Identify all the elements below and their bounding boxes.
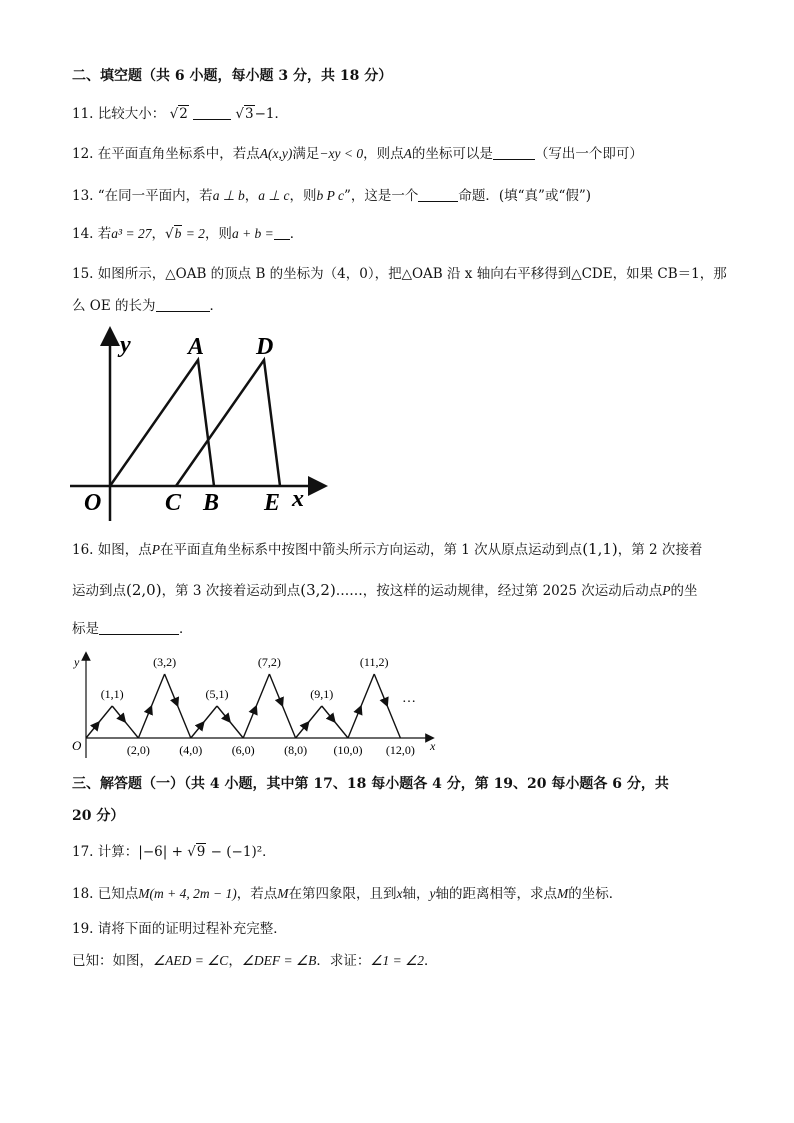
q19-number: 19. [72, 921, 94, 937]
q13-relation-2: a ⊥ c [258, 188, 290, 203]
q19-condition-1: ∠AED = ∠C [153, 953, 229, 968]
q16-move-arrow-12 [374, 674, 387, 706]
q13-relation-1: a ⊥ b [212, 188, 245, 203]
q16-y-label: y [74, 655, 80, 669]
q16-text-c: ，第 2 次接着 [617, 542, 703, 558]
q15-label-a: A [188, 334, 205, 360]
question-14 [72, 224, 303, 244]
q16-text-a: 16. 如图，点 [72, 542, 152, 558]
q16-move-segment-4 [178, 706, 191, 738]
q17-expression-a: |−6| + [138, 844, 188, 860]
q16-move-segment-3 [152, 674, 165, 706]
q16-move-arrow-3 [138, 706, 151, 738]
q12-text-d: 的坐标可以是 [411, 146, 493, 162]
q15-triangle-oab [110, 360, 214, 486]
q14-sqrt: √b [164, 226, 182, 242]
q16-line-1 [72, 539, 702, 560]
q13-number: 13. [72, 188, 94, 204]
q16-point-label-4: (4,0) [179, 743, 203, 757]
q12-answer-blank[interactable] [493, 145, 535, 160]
q16-point-label-7: (7,2) [257, 655, 281, 669]
q13-text-b: ， [244, 188, 259, 204]
q14-text-b: ， [151, 226, 165, 242]
q16-move-segment-9 [309, 706, 322, 722]
q16-move-segment-10 [335, 722, 348, 738]
q11-number: 11. [72, 106, 94, 122]
q16-point-1: (1,1) [582, 540, 618, 558]
q16-point-label-11: (11,2) [359, 655, 389, 669]
q15-label-d: D [256, 334, 274, 360]
q11-text: 比较大小： [97, 106, 166, 122]
question-18 [72, 884, 622, 904]
q18-axis-y: y [429, 886, 436, 901]
q18-point-name: M [277, 886, 289, 901]
q17-text: 计算： [97, 844, 139, 860]
q16-move-arrow-5 [191, 722, 204, 738]
q16-line-3 [72, 619, 193, 639]
q18-text-b: ，若点 [236, 886, 278, 902]
q16-move-arrow-9 [296, 722, 309, 738]
q16-x-label: x [430, 739, 436, 753]
q16-origin-label: O [72, 738, 82, 753]
q11-left-sqrt: √2 [169, 106, 188, 122]
q16-point-3: (3,2) [300, 581, 336, 599]
q16-text-e: ，第 3 次接着运动到点 [161, 583, 301, 599]
q19-text: 请将下面的证明过程补充完整． [97, 921, 287, 937]
q16-point-label-10: (10,0) [333, 743, 363, 757]
q14-equation-2: = 2 [182, 226, 205, 241]
q16-move-arrow-6 [217, 706, 230, 722]
q16-move-segment-6 [230, 722, 243, 738]
q16-text-d: 运动到点 [72, 583, 126, 599]
question-13 [72, 186, 591, 206]
q14-text-c: ，则 [204, 226, 232, 242]
q12-text-c: ，则点 [363, 146, 404, 162]
q16-move-segment-12 [387, 706, 400, 738]
q12-condition: −xy < 0 [319, 146, 364, 161]
q13-text-d: ”，这是一个 [343, 188, 419, 204]
q17-expression-b: − (−1)² [206, 844, 263, 860]
q13-tail: 命题．(填“真”或“假”) [458, 188, 592, 204]
q19-given-text-c: ．求证： [316, 953, 371, 969]
q16-move-arrow-2 [112, 706, 125, 722]
q14-equation-1: a³ = 27 [111, 226, 152, 241]
q16-text-b: 在平面直角坐标系中按图中箭头所示方向运动，第 1 次从原点运动到点 [160, 542, 583, 558]
question-11 [72, 104, 288, 124]
q12-point-name: A [403, 146, 412, 161]
q11-tail: −1． [254, 106, 288, 122]
q16-move-arrow-7 [243, 706, 256, 738]
q15-label-o: O [84, 490, 102, 516]
q16-point-label-6: (6,0) [231, 743, 255, 757]
q17-number: 17. [72, 844, 94, 860]
section3-heading-line-1: 三、解答题（一）（共 4 小题，其中第 17、18 每小题各 4 分，第 19、20 每小题各 6 分，共 [72, 776, 669, 792]
q16-move-segment-8 [283, 706, 296, 738]
q15-line-1: 15. 如图所示，△OAB 的顶点 B 的坐标为（4，0），把△OAB 沿 x 轴向右平移得到△CDE，如果 CB＝1，那 [72, 266, 727, 282]
q19-condition-2: ∠DEF = ∠B [241, 953, 317, 968]
q16-move-arrow-1 [86, 722, 99, 738]
q16-answer-blank[interactable] [99, 620, 179, 635]
q16-point-name: P [151, 542, 161, 557]
q17-tail: ． [262, 844, 276, 860]
q16-move-arrow-10 [322, 706, 335, 722]
q18-text-a: 已知点 [97, 886, 139, 902]
q15-line-2 [72, 296, 223, 316]
q12-number: 12. [72, 146, 94, 162]
q16-move-segment-7 [256, 674, 269, 706]
q16-point-label-5: (5,1) [205, 687, 229, 701]
q16-continuation: … [402, 691, 416, 706]
question-17 [72, 842, 276, 862]
q12-text-a: 在平面直角坐标系中，若点 [97, 146, 260, 162]
q19-given-text-b: ， [228, 953, 242, 969]
q14-text-a: 若 [97, 226, 112, 242]
q12-point: A(x,y) [259, 146, 293, 161]
q16-point-label-9: (9,1) [310, 687, 334, 701]
q16-move-arrow-4 [165, 674, 178, 706]
q16-point-name-2: P [662, 583, 671, 598]
q19-given-text-a: 已知：如图， [72, 953, 153, 969]
q13-answer-blank[interactable] [418, 187, 458, 202]
q15-tail: ． [209, 298, 224, 314]
q16-move-arrow-11 [348, 706, 361, 738]
q11-right-sqrt: √3 [235, 106, 254, 122]
q16-point-2: (2,0) [126, 581, 162, 599]
q18-text-e: 轴的距离相等，求点 [435, 886, 557, 902]
q16-move-segment-5 [204, 706, 217, 722]
q12-tail: （写出一个即可） [534, 146, 643, 162]
section3-heading-line-2: 20 分） [72, 808, 125, 824]
q16-move-segment-11 [361, 674, 374, 706]
q18-text-f: 的坐标． [568, 886, 623, 902]
q13-text-a: “在同一平面内，若 [97, 188, 213, 204]
q13-relation-3: b P c [316, 188, 344, 203]
q16-text-h: 标是 [72, 621, 99, 637]
q16-point-label-12: (12,0) [385, 743, 415, 757]
q18-text-d: 轴， [402, 886, 430, 902]
q16-point-label-1: (1,1) [100, 687, 124, 701]
q19-given-tail: ． [423, 953, 438, 969]
q17-sqrt: √9 [187, 844, 206, 860]
q13-text-c: ，则 [289, 188, 317, 204]
q16-move-segment-2 [125, 722, 138, 738]
q16-tail: ． [179, 621, 193, 637]
q14-tail: ． [289, 226, 304, 242]
q15-label-e: E [264, 490, 281, 516]
q15-x-label: x [292, 486, 304, 512]
q15-y-label: y [120, 332, 131, 358]
q15-label-c: C [165, 490, 182, 516]
q16-point-label-3: (3,2) [153, 655, 177, 669]
q14-expression: a + b = [231, 226, 274, 241]
question-19 [72, 919, 287, 939]
q19-goal: ∠1 = ∠2 [370, 953, 424, 968]
q15-figure [70, 326, 330, 526]
q16-move-segment-1 [99, 706, 112, 722]
q15-triangle-cde [176, 360, 280, 486]
q16-line-2 [72, 580, 698, 601]
q14-number: 14. [72, 226, 94, 242]
q15-label-b: B [203, 490, 220, 516]
q14-answer-blank[interactable] [274, 225, 290, 240]
q16-figure [68, 650, 448, 762]
section2-heading: 二、填空题（共 6 小题，每小题 3 分，共 18 分） [72, 68, 393, 84]
q18-point-name-2: M [557, 886, 569, 901]
q18-point: M(m + 4, 2m − 1) [138, 886, 237, 901]
question-12 [72, 144, 643, 164]
q15-text: 么 OE 的长为 [72, 298, 156, 314]
q18-text-c: 在第四象限，且到 [288, 886, 397, 902]
q16-point-label-2: (2,0) [126, 743, 150, 757]
q11-answer-blank[interactable] [193, 105, 231, 120]
q16-move-arrow-8 [269, 674, 282, 706]
q16-text-g: 的坐 [670, 583, 698, 599]
q15-answer-blank[interactable] [156, 297, 210, 312]
q12-text-b: 满足 [292, 146, 320, 162]
q19-given [72, 951, 437, 971]
q16-text-f: ……，按这样的运动规律，经过第 2025 次运动后动点 [335, 583, 663, 599]
q18-number: 18. [72, 886, 94, 902]
q16-point-label-8: (8,0) [284, 743, 308, 757]
q18-axis-x: x [396, 886, 403, 901]
